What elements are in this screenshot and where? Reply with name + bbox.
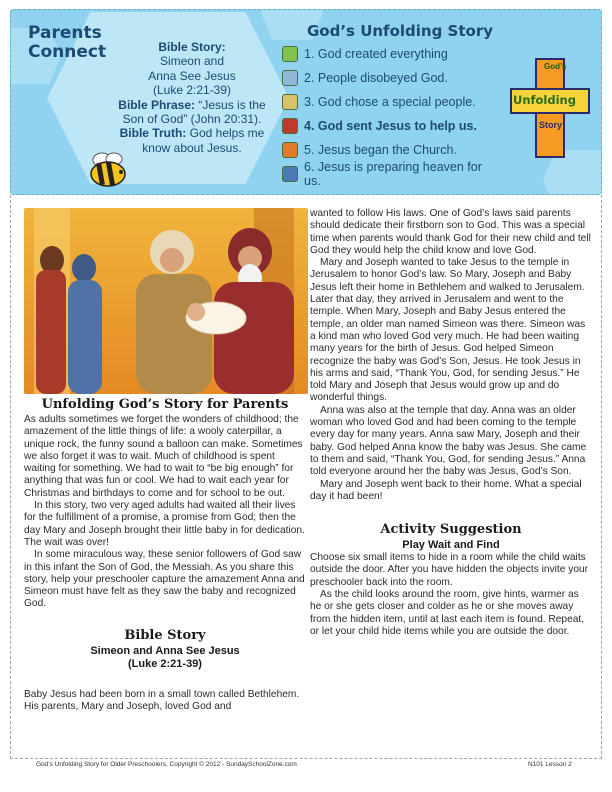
simeon-anna-illustration: [24, 208, 308, 394]
paragraph: Choose six small items to hide in a room while the child waits outside the door. After you have hidden the objects invite your preschooler back into the room.: [310, 552, 589, 588]
parents-connect-title: Parents Connect: [28, 23, 107, 62]
bible-story-line: Simeon and: [159, 54, 225, 69]
story-item: 3. God chose a special people.: [282, 90, 502, 114]
bible-truth-label: Bible Truth:: [119, 126, 187, 141]
unfolding-story-logo: [510, 58, 590, 158]
logo-text-middle: Unfolding: [513, 93, 576, 107]
heaven-icon: [282, 166, 298, 182]
paragraph: In some miraculous way, these senior followers of God saw in this infant the Son of God, the Messiah. As you share this story, help your preschooler capture the amazement Anna and Simeon must have felt as they saw the baby and recognized God.: [24, 549, 305, 610]
bible-story-subheading: Simeon and Anna See Jesus: [90, 644, 240, 657]
paragraph: As adults sometimes we forget the wonders of childhood; the amazement of the little things of life: a wooly caterpillar, a unique rock, the funny sound a balloon can make. Sometimes we also forget it was to wait. Much of childhood is spent waiting for something. We had to wait to “be big enough” for anything that was fun or cool. We had to wait each year for Christmas and birthdays to come and for school to be out.: [24, 414, 303, 499]
story-list: [282, 42, 502, 186]
bible-phrase: “Jesus is the Son of God” (John 20:31).: [122, 97, 266, 127]
paragraph: Baby Jesus had been born in a small town called Bethlehem. His parents, Mary and Joseph, loved God and: [24, 688, 300, 713]
bible-story-label: Bible Story:: [158, 40, 226, 54]
paragraph: wanted to follow His laws. One of God’s laws said parents should dedicate their firstborn son to God. This was a special time when parents would thank God for their new child and tell God they would help the child know and love God.: [310, 208, 591, 256]
right-column: [310, 208, 592, 638]
bible-info: [112, 40, 272, 155]
paragraph: Mary and Joseph went back to their home. What a special day it had been!: [310, 478, 582, 502]
logo-text-bottom: Story: [539, 120, 563, 130]
activity-heading: Activity Suggestion: [380, 522, 522, 538]
story-item-current: 4. God sent Jesus to help us.: [282, 114, 502, 138]
story-title: God’s Unfolding Story: [306, 22, 493, 40]
paragraph: In this story, two very aged adults had waited all their lives for the fulfillment of a promise, a promise from God; then the day Mary and Joseph brought their little baby in for dedication. The wait was over!: [24, 500, 305, 548]
bee-icon: [86, 150, 132, 190]
bible-phrase-label: Bible Phrase:: [118, 97, 195, 112]
bible-story-heading: Bible Story: [124, 627, 206, 643]
bible-story-line: (Luke 2:21-39): [152, 83, 232, 98]
paragraph: Anna was also at the temple that day. Anna was an older woman who loved God and had been coming to the temple every day for many years. Anna saw Mary, Joseph and their baby. God helped Anna know the baby was Jesus. She came to them and said, “Thank You, God, for sending Jesus.” Anna told everyone around her the baby was Jesus, God’s Son.: [310, 404, 587, 478]
story-item: 2. People disobeyed God.: [282, 66, 502, 90]
footer-lesson: N101 Lesson 2: [528, 761, 572, 768]
people-icon: [282, 94, 298, 110]
church-icon: [282, 142, 298, 158]
story-item: 1. God created everything: [282, 42, 502, 66]
bible-story-reference: (Luke 2:21-39): [128, 657, 202, 670]
left-column: [24, 396, 306, 713]
paragraph: Mary and Joseph wanted to take Jesus to the temple in Jerusalem to honor God’s law. So Mary, Joseph and Baby Jesus left their home in Bethlehem and walked to Jerusalem. Later that day, they arrived in Jerusalem and went to the temple. When Mary, Joseph and Baby Jesus entered the temple, an older man named Simeon was there. Simeon was a kind man who loved God very much. He had been waiting many years for the birth of Jesus. God helped Simeon recognize the baby was God’s Son, Jesus. He took Jesus in his arms and said, “Thank You, God, for sending Jesus.” He told Mary and Joseph that Jesus would grow up and do wonderful things.: [310, 257, 586, 404]
paragraph: As the child looks around the room, give hints, warmer as he or she gets closer and colder as he or she moves away from the hidden item, until at last each item is found. Repeat, or let your child hide items while you are outside the door.: [310, 589, 585, 637]
story-item: 6. Jesus is preparing heaven for us.: [282, 162, 502, 186]
logo-text-top: God’s: [544, 62, 567, 71]
bible-story-line: Anna See Jesus: [148, 68, 236, 83]
disobey-icon: [282, 70, 298, 86]
parents-section-heading: Unfolding God’s Story for Parents: [41, 397, 289, 412]
activity-subheading: Play Wait and Find: [402, 539, 500, 552]
footer-copyright: God’s Unfolding Story for Older Preschoolers, Copyright © 2012 - SundaySchoolZone.com: [36, 761, 297, 768]
creation-icon: [282, 46, 298, 62]
bible-truth: God helps me know about Jesus.: [142, 126, 265, 155]
story-item: 5. Jesus began the Church.: [282, 138, 502, 162]
jesus-icon: [282, 118, 298, 134]
